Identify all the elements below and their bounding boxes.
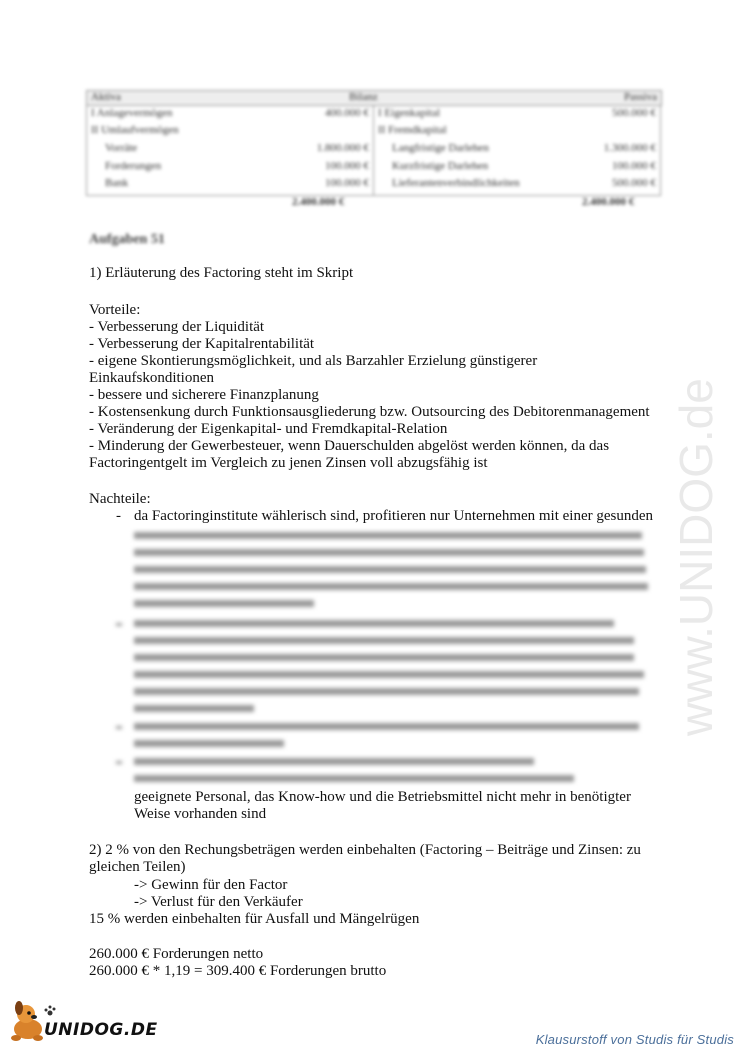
paragraph-3: 15 % werden einbehalten für Ausfall und Mängelrügen <box>89 911 420 927</box>
nachteile-last-line-2: Weise vorhanden sind <box>134 806 267 822</box>
blurred-text-region <box>116 528 662 790</box>
list-item: Factoringentgelt im Vergleich zu jenen Zinsen voll abzugsfähig ist <box>89 455 488 471</box>
footer-tagline: Klausurstoff von Studis für Studis <box>535 1032 734 1047</box>
list-item: - Verbesserung der Kapitalrentabilität <box>89 336 315 352</box>
table-row: Forderungen 100.000 € <box>105 160 369 172</box>
unidog-logo[interactable] <box>6 996 156 1046</box>
balance-sum-aktiva: 2.400.000 € <box>292 196 345 208</box>
svg-text:www.UNIDOG.de: www.UNIDOG.de <box>670 378 722 736</box>
list-item: - Kostensenkung durch Funktionsausgliederung bzw. Outsourcing des Debitorenmanagement <box>89 404 650 420</box>
list-item: Einkaufskonditionen <box>89 370 214 386</box>
arrow-line-1: -> Gewinn für den Factor <box>134 877 288 893</box>
nachteile-title: Nachteile: <box>89 491 151 507</box>
calc-line-2: 260.000 € * 1,19 = 309.400 € Forderungen brutto <box>89 963 387 979</box>
balance-passiva-column <box>373 105 661 196</box>
header-bilanz: Bilanz <box>349 91 378 103</box>
balance-aktiva-column <box>86 105 374 196</box>
logo-text: UNIDOG.DE <box>44 1020 158 1040</box>
nachteile-last-line-1: geeignete Personal, das Know-how und die Betriebsmittel nicht mehr in benötigter <box>134 789 631 805</box>
calc-line-1: 260.000 € Forderungen netto <box>89 946 264 962</box>
table-row: Vorräte 1.800.000 € <box>105 142 369 154</box>
table-row: I Anlagevermögen 400.000 € <box>91 107 369 119</box>
balance-sheet-table <box>86 90 660 210</box>
table-row: Bank 100.000 € <box>105 177 369 189</box>
watermark-text <box>670 270 730 740</box>
vorteile-title: Vorteile: <box>89 302 141 318</box>
table-row: Lieferantenverbindlichkeiten 500.000 € <box>392 177 656 189</box>
balance-header <box>86 90 662 106</box>
table-row: II Umlaufvermögen <box>91 124 179 136</box>
balance-sum-passiva: 2.400.000 € <box>582 196 635 208</box>
list-item: - bessere und sicherere Finanzplanung <box>89 387 319 403</box>
paragraph-2-line-2: gleichen Teilen) <box>89 859 186 875</box>
table-row: Kurzfristige Darlehen 100.000 € <box>392 160 656 172</box>
list-item: - Verbesserung der Liquidität <box>89 319 265 335</box>
arrow-line-2: -> Verlust für den Verkäufer <box>134 894 303 910</box>
list-item: - Minderung der Gewerbesteuer, wenn Dauerschulden abgelöst werden können, da das <box>89 438 610 454</box>
bullet-dash: - <box>116 508 121 524</box>
list-item: - Veränderung der Eigenkapital- und Fremdkapital-Relation <box>89 421 448 437</box>
nachteile-first-line: da Factoringinstitute wählerisch sind, profitieren nur Unternehmen mit einer gesunden <box>134 508 654 524</box>
paragraph-1: 1) Erläuterung des Factoring steht im Skript <box>89 265 354 281</box>
table-row: II Fremdkapital <box>378 124 447 136</box>
header-passiva: Passiva <box>624 91 657 103</box>
paragraph-2-line-1: 2) 2 % von den Rechungsbeträgen werden einbehalten (Factoring – Beiträge und Zinsen: zu <box>89 842 641 858</box>
table-row: I Eigenkapital 500.000 € <box>378 107 656 119</box>
section-heading: Aufgaben 51 <box>89 232 165 247</box>
header-aktiva: Aktiva <box>91 91 121 103</box>
table-row: Langfristige Darlehen 1.300.000 € <box>392 142 656 154</box>
list-item: - eigene Skontierungsmöglichkeit, und als Barzahler Erzielung günstigerer <box>89 353 538 369</box>
